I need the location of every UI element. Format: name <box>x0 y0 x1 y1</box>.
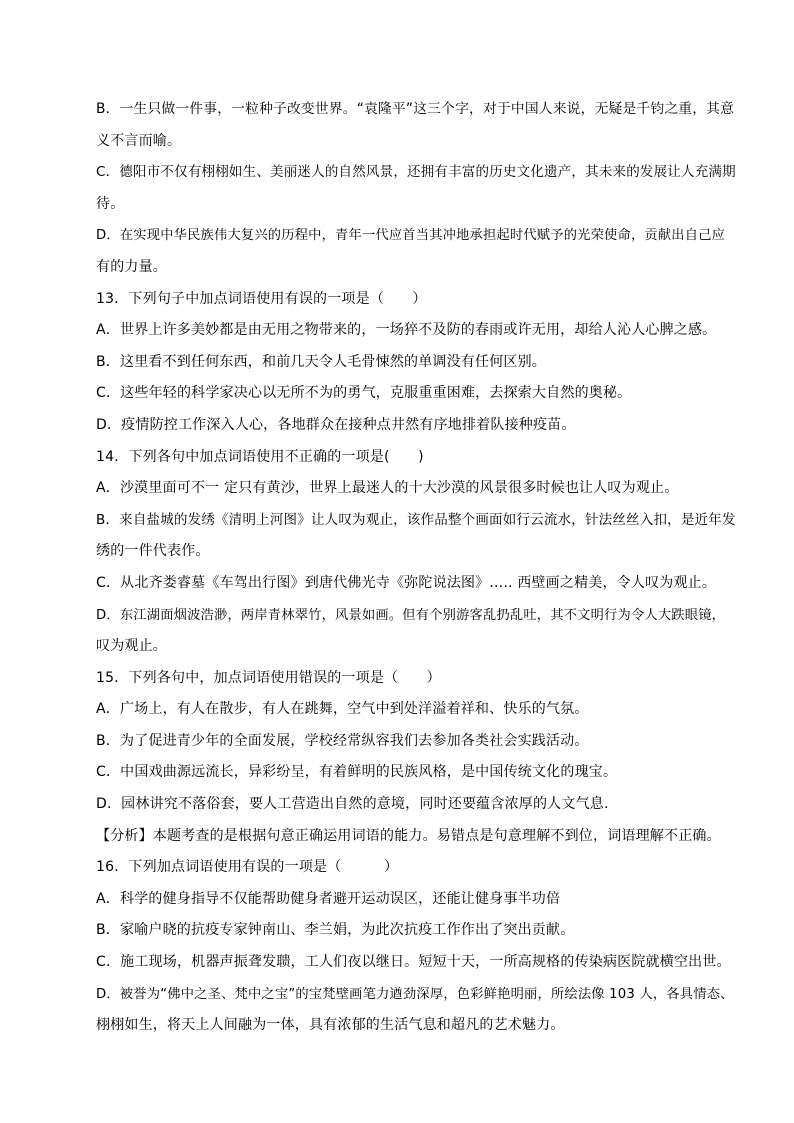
option-d: D．园林讲究不落俗套，要人工营造出自然的意境，同时还要蕴含浓厚的人文气息. <box>96 796 609 813</box>
question-15-stem: 15．下列各句中，加点词语使用错误的一项是（ ） <box>96 669 441 686</box>
text-line: 绣的一件代表作。 <box>96 543 210 560</box>
option-d: D．东江湖面烟波浩渺，两岸青林翠竹，风景如画。但有个别游客乱扔乱吐，其不文明行为令人大跌眼镜， <box>96 607 726 623</box>
option-c: C．这些年轻的科学家决心以无所不为的勇气，克服重重困难，去探索大自然的奥秘。 <box>96 385 632 402</box>
text-line: 义不言而喻。 <box>96 132 182 149</box>
question-text-block <box>96 94 736 1042</box>
text-line: B．一生只做一件事，一粒种子改变世界。“袁隆平”这三个字，对于中国人来说，无疑是千钧之重，其意 <box>96 101 735 117</box>
text-line: C．德阳市不仅有栩栩如生、美丽迷人的自然风景，还拥有丰富的历史文化遗产，其未来的发展让人充满期 <box>96 164 736 181</box>
text-line: 待。 <box>96 195 125 212</box>
option-a: A．沙漠里面可不一 定只有黄沙，世界上最迷人的十大沙漠的风景很多时候也让人叹为观止。 <box>96 480 679 497</box>
text-line: 栩栩如生，将天上人间融为一体，具有浓郁的生活气息和超凡的艺术魅力。 <box>96 1017 565 1034</box>
option-b: B．这里看不到任何东西，和前几天令人毛骨悚然的单调没有任何区别。 <box>96 353 547 370</box>
option-a: A．世界上许多美妙都是由无用之物带来的，一场猝不及防的春雨或许无用，却给人沁人心脾之感。 <box>96 322 717 339</box>
option-a: A．广场上，有人在散步，有人在跳舞，空气中到处洋溢着祥和、快乐的气氛。 <box>96 701 589 718</box>
option-c: C．施工现场，机器声振聋发聩，工人们夜以继日。短短十天，一所高规格的传染病医院就横空出世。 <box>96 954 731 971</box>
option-a: A．科学的健身指导不仅能帮助健身者避开运动误区，还能让健身事半功倍 <box>96 890 561 907</box>
question-16-stem: 16．下列加点词语使用有误的一项是（ ） <box>96 859 399 876</box>
option-d: D．疫情防控工作深入人心，各地群众在接种点井然有序地排着队接种疫苗。 <box>96 416 576 433</box>
option-b: B．家喻户晓的抗疫专家钟南山、李兰娟，为此次抗疫工作作出了突出贡献。 <box>96 922 575 939</box>
text-line: D．在实现中华民族伟大复兴的历程中，青年一代应首当其冲地承担起时代赋予的光荣使命，贡献出自己应 <box>96 228 726 244</box>
question-14-stem: 14．下列各句中加点词语使用不正确的一项是( ) <box>96 448 424 465</box>
option-b: B．来自盐城的发绣《清明上河图》让人叹为观止，该作品整个画面如行云流水，针法丝丝入扣，是近年发 <box>96 511 736 528</box>
option-c: C．中国戏曲源远流长，异彩纷呈，有着鲜明的民族风格，是中国传统文化的瑰宝。 <box>96 764 618 781</box>
option-d: D．被誉为“佛中之圣、梵中之宝”的宝梵壁画笔力遒劲深厚，色彩鲜艳明丽，所绘法像 103 人，各具情态、 <box>96 986 734 1002</box>
option-b: B．为了促进青少年的全面发展，学校经常纵容我们去参加各类社会实践活动。 <box>96 732 589 749</box>
option-c: C．从北齐娄睿墓《车驾出行图》到唐代佛光寺《弥陀说法图》..... 西壁画之精美，令人叹为观止。 <box>96 574 717 591</box>
text-line: 有的力量。 <box>96 258 167 275</box>
text-line: 叹为观止。 <box>96 638 167 655</box>
question-13-stem: 13．下列句子中加点词语使用有误的一项是（ ） <box>96 290 427 307</box>
analysis-note: 【分析】本题考查的是根据句意正确运用词语的能力。易错点是句意理解不到位，词语理解不正确。 <box>96 827 721 844</box>
